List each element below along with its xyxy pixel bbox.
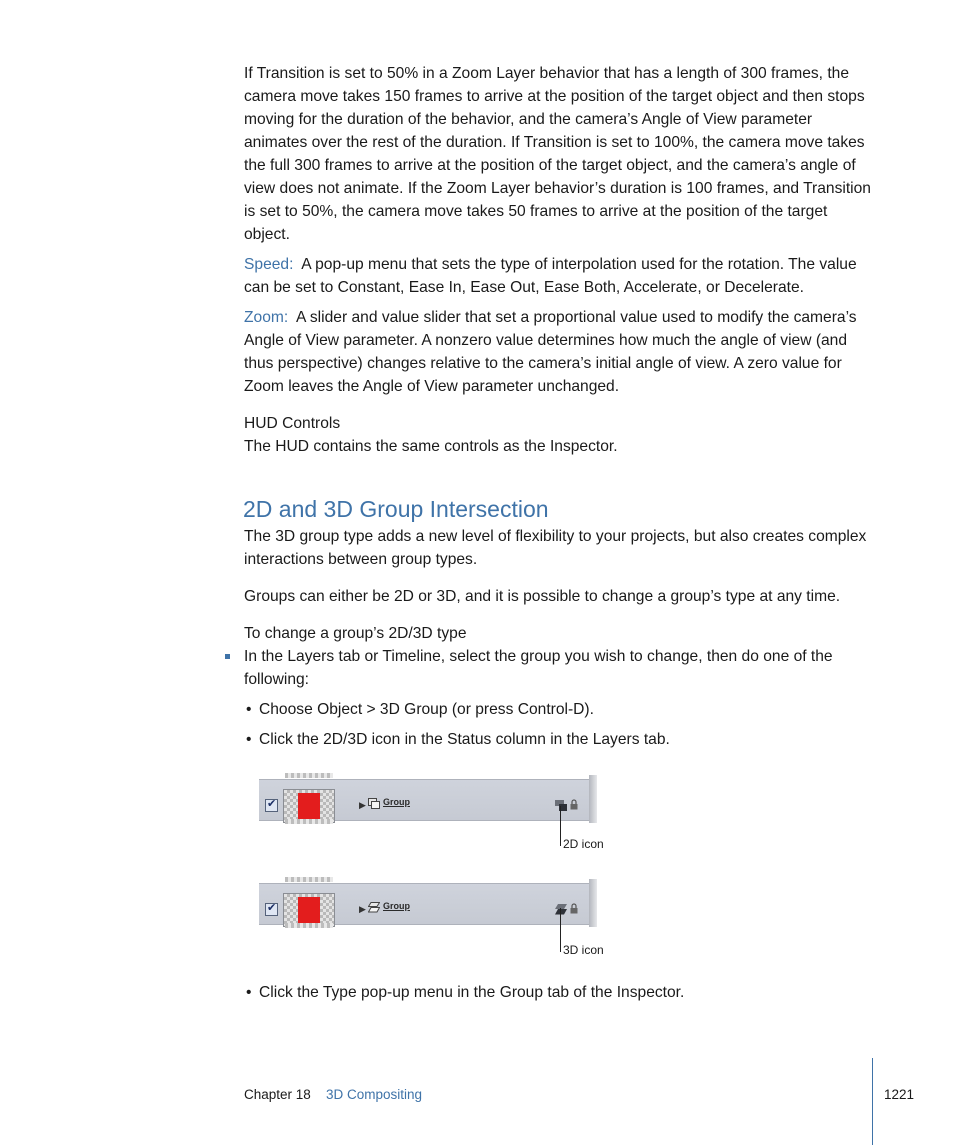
sub-bullet-dot: • (246, 701, 252, 718)
layer-checkbox[interactable] (265, 903, 278, 916)
disclosure-triangle-icon[interactable]: ▶ (359, 904, 366, 914)
row-edge (589, 879, 597, 927)
section-title: 2D and 3D Group Intersection (243, 496, 549, 522)
thumbnail-red-shape (298, 793, 320, 819)
page-number: 1221 (884, 1087, 915, 1102)
speed-term: Speed: (244, 256, 294, 273)
option-item: Click the Type pop-up menu in the Group tab of the Inspector. (259, 984, 685, 1001)
callout-label-2d: 2D icon (563, 837, 604, 851)
layer-row[interactable] (259, 779, 589, 821)
thumb-strip-bottom (285, 819, 333, 824)
disclosure-triangle-icon[interactable]: ▶ (359, 800, 366, 810)
group-3d-icon (368, 902, 380, 913)
footer-section-link[interactable]: 3D Compositing (326, 1087, 423, 1102)
layers-row-3d-figure (259, 877, 597, 929)
hud-paragraph (244, 435, 876, 458)
row-edge (589, 775, 597, 823)
intro-text: The 3D group type adds a new level of flexibility to your projects, but also creates complex interactions between group types. (244, 528, 867, 568)
sub-bullet-dot: • (246, 984, 252, 1001)
thumb-strip-top (285, 773, 333, 778)
layer-checkbox[interactable] (265, 799, 278, 812)
layer-thumbnail (283, 893, 335, 927)
zoom-term: Zoom: (244, 309, 289, 326)
callout-line-2d (560, 806, 561, 846)
intro-paragraph (244, 525, 876, 571)
zoom-paragraph (244, 306, 876, 398)
callout-line-3d (560, 908, 561, 952)
group-2d-icon (368, 798, 380, 809)
option-item: Choose Object > 3D Group (or press Control-D). (259, 701, 594, 718)
step-paragraph (244, 645, 876, 691)
thumb-strip-bottom (285, 923, 333, 928)
zoom-text: A slider and value slider that set a proportional value used to modify the camera’s Angle of View parameter. A nonzero value determines how much the angle of view (and thus perspective) changes relative to the camera’s initial angle of view. A zero value for Zoom leaves the Angle of View parameter unchanged. (244, 309, 857, 395)
lock-icon[interactable] (570, 799, 578, 810)
transition-text: If Transition is set to 50% in a Zoom Layer behavior that has a length of 300 frames, the camera move takes 150 frames to arrive at the position of the target object and then stops moving for the duration of the behavior, and the camera’s Angle of View parameter animates over the rest of the duration. If Transition is set to 100%, the camera move takes the full 300 frames to arrive at the position of the target object, and the camera’s angle of view does not animate. If the Zoom Layer behavior’s duration is 100 frames, and Transition is set to 50%, the camera move takes 50 frames to arrive at the position of the target object. (244, 65, 871, 243)
lock-icon[interactable] (570, 903, 578, 914)
footer-divider (872, 1058, 873, 1145)
hud-heading: HUD Controls (244, 415, 341, 432)
speed-paragraph (244, 253, 876, 299)
groups-text: Groups can either be 2D or 3D, and it is possible to change a group’s type at any time. (244, 588, 841, 605)
option-item: Click the 2D/3D icon in the Status column in the Layers tab. (259, 731, 670, 748)
layers-row-2d-figure (259, 773, 597, 825)
callout-label-3d: 3D icon (563, 943, 604, 957)
step-text: In the Layers tab or Timeline, select the group you wish to change, then do one of the following: (244, 648, 833, 688)
thumbnail-red-shape (298, 897, 320, 923)
hud-text: The HUD contains the same controls as the Inspector. (244, 438, 618, 455)
group-label[interactable]: Group (383, 901, 410, 911)
group-label[interactable]: Group (383, 797, 410, 807)
groups-paragraph (244, 585, 876, 608)
layer-row[interactable] (259, 883, 589, 925)
transition-paragraph (244, 62, 876, 246)
task-title: To change a group’s 2D/3D type (244, 625, 467, 642)
footer-chapter: Chapter 18 (244, 1087, 311, 1102)
step-bullet (225, 654, 230, 659)
3d-status-icon[interactable] (555, 904, 567, 915)
2d-status-icon[interactable] (555, 800, 567, 811)
thumb-strip-top (285, 877, 333, 882)
speed-text: A pop-up menu that sets the type of interpolation used for the rotation. The value can be set to Constant, Ease In, Ease Out, Ease Both, Accelerate, or Decelerate. (244, 256, 857, 296)
sub-bullet-dot: • (246, 731, 252, 748)
layer-thumbnail (283, 789, 335, 823)
